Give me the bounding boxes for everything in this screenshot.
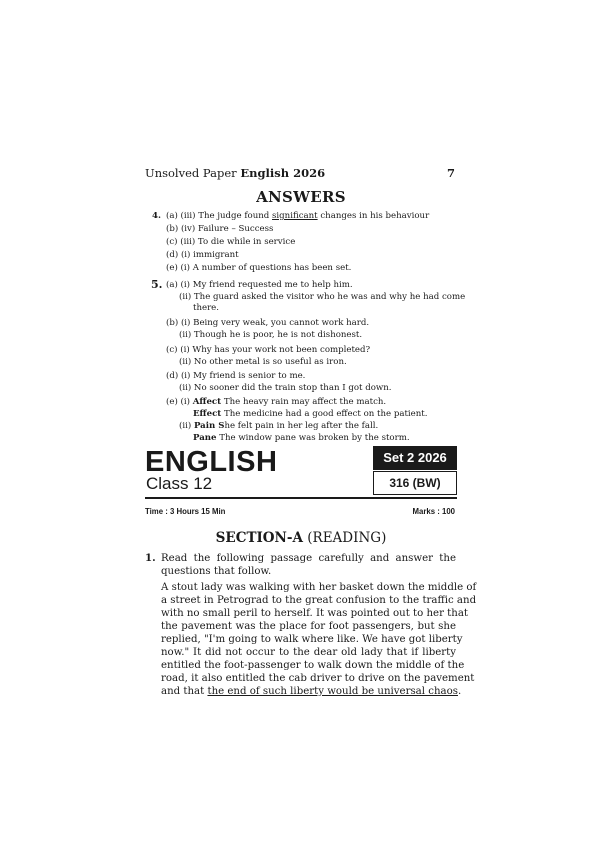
q5-b2: (ii) Though he is poor, he is not dishonest. [179, 330, 363, 340]
q5-e1: (e) (i) Affect The heavy rain may affect the match. [166, 397, 387, 407]
passage-line: questions that follow. [161, 566, 272, 577]
q1-number: 1. [145, 552, 156, 564]
time-marks-row [145, 507, 457, 516]
passage-line-last: and that the end of such liberty would be universal chaos. [161, 686, 462, 697]
q5-d2: (ii) No sooner did the train stop than I got down. [179, 383, 392, 393]
passage-line: replied, "I'm going to walk where like. We have got liberty [161, 634, 463, 645]
passage-line: Read the following passage carefully and answer the [161, 553, 456, 564]
page [145, 0, 477, 849]
q5-e2b: Pane The window pane was broken by the storm. [193, 433, 410, 443]
q4-d: (d) (i) immigrant [166, 250, 239, 260]
q4-number: 4. [152, 211, 161, 221]
q4-a: (a) (iii) The judge found significant changes in his behaviour [166, 211, 430, 221]
passage-line: road, it also entitled the cab driver to drive on the pavement [161, 673, 475, 684]
subject-title: ENGLISH [145, 446, 278, 478]
q5-a2b: there. [193, 303, 219, 313]
q4-e: (e) (i) A number of questions has been set. [166, 263, 352, 273]
header-title: Unsolved Paper English 2026 [145, 166, 326, 180]
q5-c1: (c) (i) Why has your work not been completed? [166, 345, 371, 355]
q5-b1: (b) (i) Being very weak, you cannot work hard. [166, 318, 370, 328]
q5-c2: (ii) No other metal is so useful as iron. [179, 357, 347, 367]
answers-heading: ANSWERS [256, 188, 346, 206]
time-label: Time : 3 Hours 15 Min [145, 507, 226, 516]
passage-line: A stout lady was walking with her basket down the middle of [161, 582, 477, 593]
q5-a1: (a) (i) My friend requested me to help him. [166, 280, 353, 290]
passage-line: with no small peril to herself. It was pointed out to her that [161, 608, 469, 619]
page-number: 7 [446, 166, 455, 180]
q4-b: (b) (iv) Failure – Success [166, 224, 274, 234]
q5-e1b: Effect The medicine had a good effect on the patient. [193, 409, 428, 419]
passage-line: entitled the foot-passenger to walk down the middle of the [161, 660, 465, 671]
passage-line: now." It did not occur to the dear old lady that if liberty [161, 647, 456, 658]
q5-e2: (ii) Pain She felt pain in her leg after the fall. [179, 421, 379, 431]
paper-code-box: 316 (BW) [373, 471, 457, 495]
class-label: Class 12 [146, 474, 213, 493]
marks-label: Marks : 100 [412, 507, 455, 516]
set-badge: Set 2 2026 [373, 446, 457, 470]
q4-c: (c) (iii) To die while in service [166, 237, 296, 247]
passage-line: a street in Petrograd to the great confusion to the traffic and [161, 595, 477, 606]
divider-rule [145, 497, 457, 499]
q5-a2: (ii) The guard asked the visitor who he was and why he had come [179, 292, 466, 302]
section-heading: SECTION-A (READING) [215, 530, 387, 546]
q5-d1: (d) (i) My friend is senior to me. [166, 371, 306, 381]
q5-number: 5. [151, 278, 163, 291]
passage-line: the pavement was the place for foot passengers, but she [161, 621, 456, 632]
